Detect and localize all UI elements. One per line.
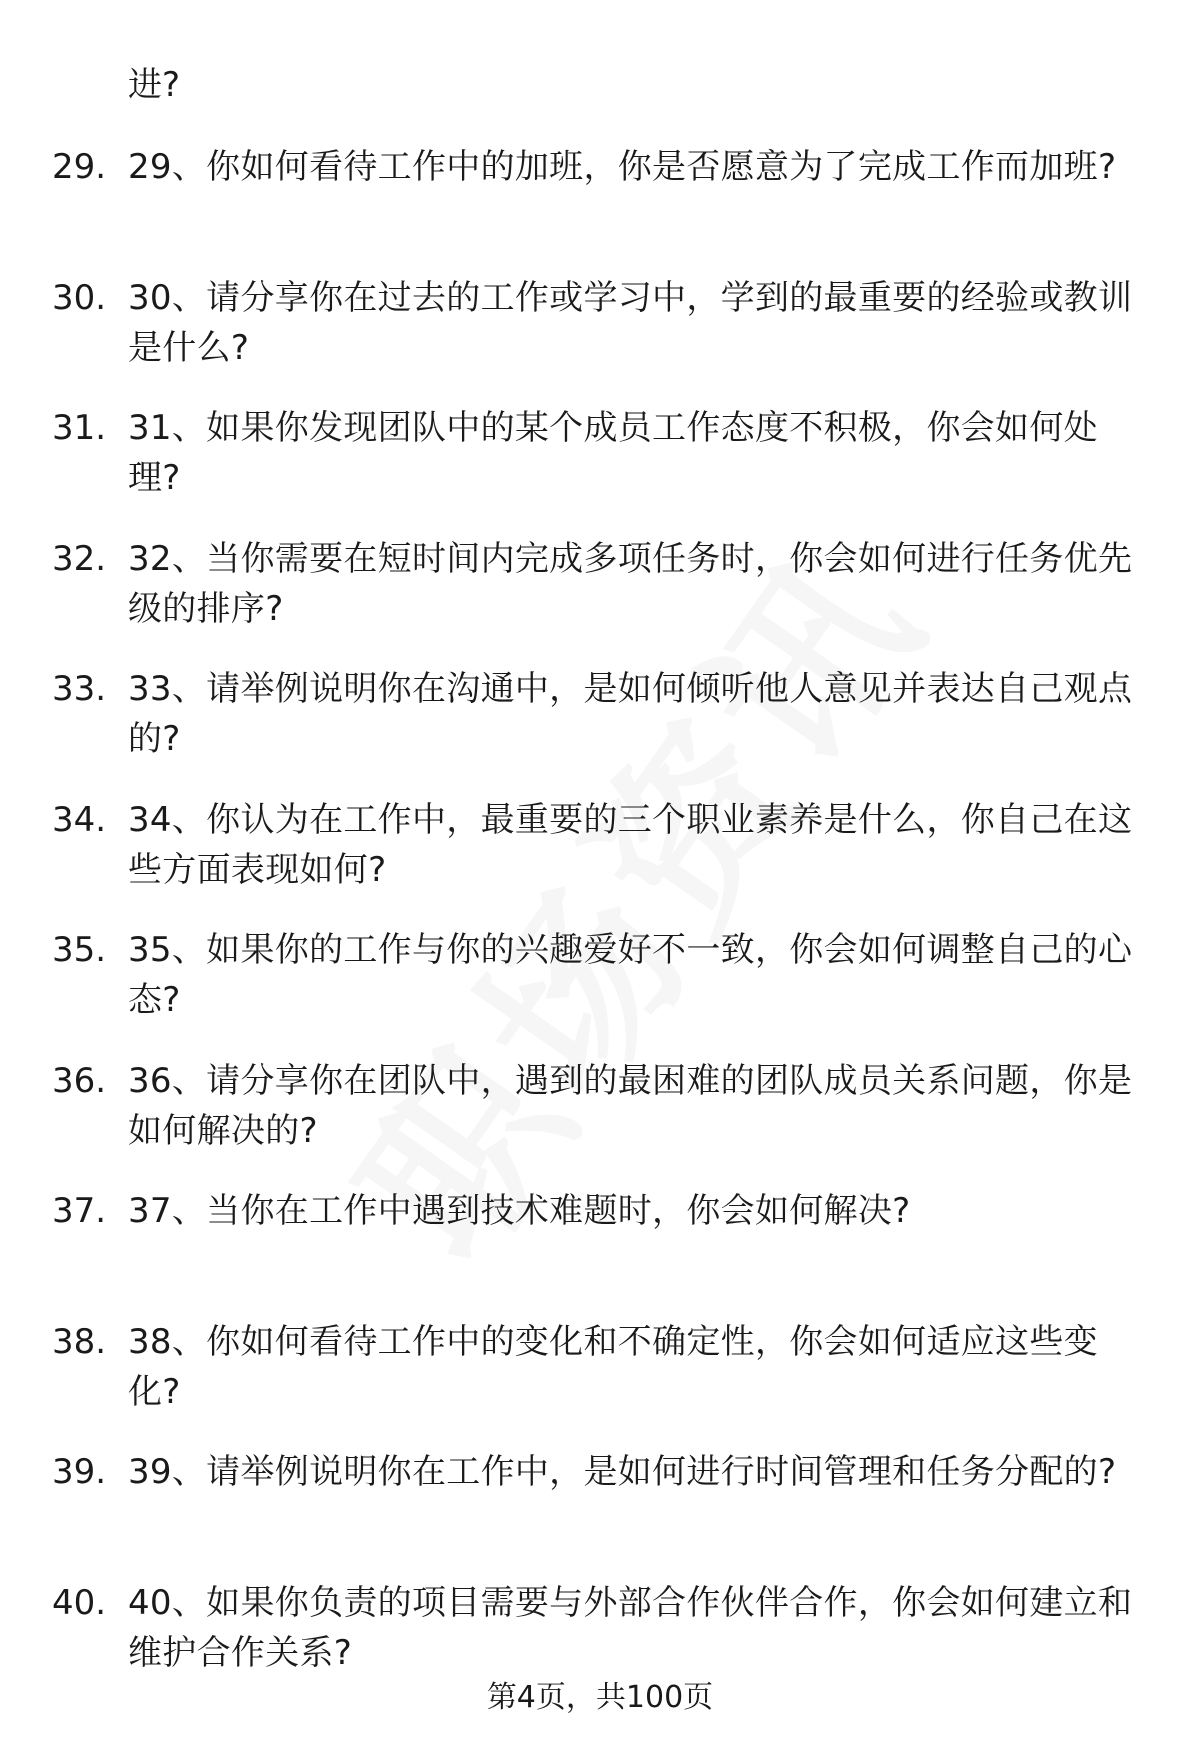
page-footer: 第4页，共100页 <box>486 1680 714 1715</box>
question-number: 29. <box>52 147 107 187</box>
question-item <box>0 1317 1200 1448</box>
question-number: 40. <box>52 1582 107 1623</box>
question-text: 29、你如何看待工作中的加班，你是否愿意为了完成工作而加班? <box>128 147 1117 187</box>
question-text: 37、当你在工作中遇到技术难题时，你会如何解决? <box>128 1191 911 1231</box>
question-text: 39、请举例说明你在工作中，是如何进行时间管理和任务分配的? <box>128 1452 1117 1492</box>
question-number: 38. <box>52 1321 107 1362</box>
question-number: 34. <box>52 799 107 840</box>
question-text: 40、如果你负责的项目需要与外部合作伙伴合作，你会如何建立和维护合作关系? <box>128 1582 1133 1673</box>
question-item <box>0 1056 1200 1187</box>
question-number: 37. <box>52 1191 107 1231</box>
question-item <box>0 925 1200 1056</box>
question-list <box>0 142 1200 1708</box>
question-text: 36、请分享你在团队中，遇到的最困难的团队成员关系问题，你是如何解决的? <box>128 1060 1133 1151</box>
question-item <box>0 403 1200 534</box>
question-text: 38、你如何看待工作中的变化和不确定性，你会如何适应这些变化? <box>128 1321 1098 1412</box>
question-number: 35. <box>52 930 107 970</box>
question-item <box>0 795 1200 926</box>
question-text: 33、请举例说明你在沟通中，是如何倾听他人意见并表达自己观点的? <box>128 669 1133 759</box>
question-text: 34、你认为在工作中，最重要的三个职业素养是什么，你自己在这些方面表现如何? <box>128 799 1133 890</box>
question-item <box>0 1447 1200 1578</box>
question-item <box>0 273 1200 404</box>
question-item <box>0 142 1200 273</box>
continuation-text: 进? <box>128 65 181 105</box>
question-item <box>0 534 1200 665</box>
question-number: 32. <box>52 538 107 579</box>
question-number: 33. <box>52 669 107 709</box>
question-text: 31、如果你发现团队中的某个成员工作态度不积极，你会如何处理? <box>128 408 1098 498</box>
question-text: 32、当你需要在短时间内完成多项任务时，你会如何进行任务优先级的排序? <box>128 538 1133 629</box>
question-number: 36. <box>52 1060 107 1101</box>
question-number: 31. <box>52 408 107 448</box>
question-item <box>0 1186 1200 1317</box>
question-text: 30、请分享你在过去的工作或学习中，学到的最重要的经验或教训是什么? <box>128 277 1133 368</box>
question-text: 35、如果你的工作与你的兴趣爱好不一致，你会如何调整自己的心态? <box>128 930 1133 1020</box>
question-number: 30. <box>52 277 107 318</box>
question-number: 39. <box>52 1452 107 1492</box>
question-item <box>0 664 1200 795</box>
